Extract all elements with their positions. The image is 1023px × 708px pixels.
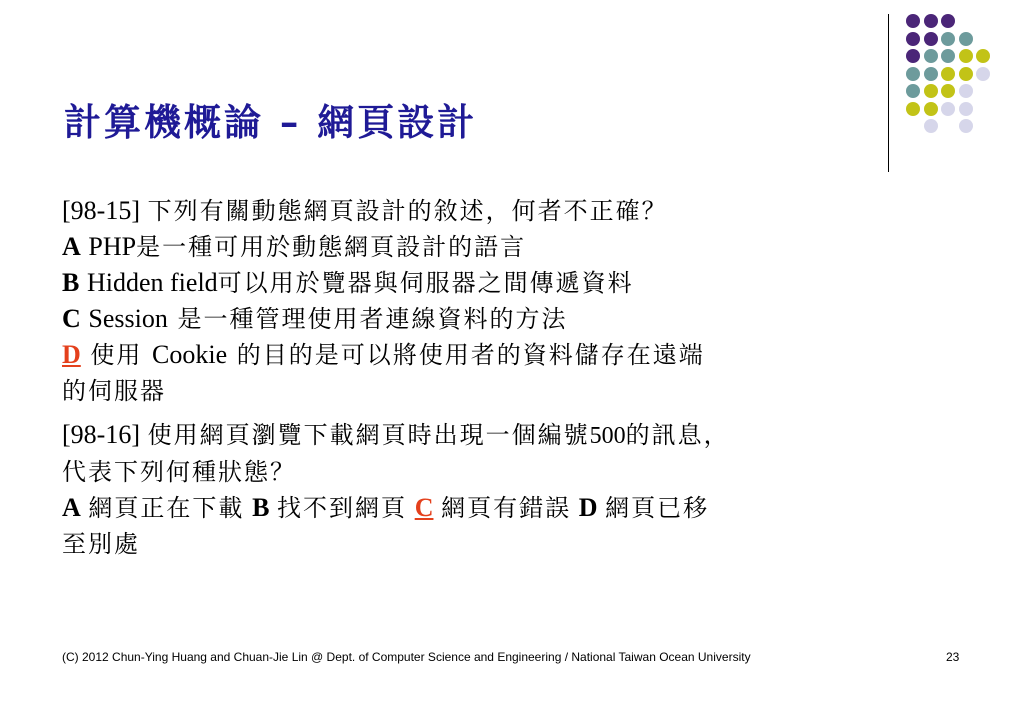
option-d bbox=[62, 337, 952, 373]
title-divider-line bbox=[888, 14, 889, 172]
option-text: 可以用於覽器與伺服器之間傳遞資料 bbox=[217, 269, 634, 297]
option-latin-text: PHP bbox=[88, 232, 137, 261]
question-98-15 bbox=[62, 193, 952, 409]
slide-title: 計算機概論 – 網頁設計 bbox=[64, 100, 478, 144]
option-text: 使用 bbox=[80, 341, 153, 369]
decorative-dot bbox=[959, 49, 973, 63]
option-letter: A bbox=[62, 493, 81, 522]
option-letter: A bbox=[62, 232, 81, 261]
decorative-dot bbox=[976, 49, 990, 63]
option-text: 的伺服器 bbox=[62, 377, 166, 405]
question-stem bbox=[62, 417, 952, 454]
answer-option-letter: C bbox=[414, 493, 434, 522]
question-stem-text: 下列有關動態網頁設計的敘述，何者不正確？ bbox=[147, 197, 668, 225]
slide-footer: (C) 2012 Chun-Ying Huang and Chuan-Jie Lin @ Dept. of Computer Science and Engineering / National Taiwan Ocean University bbox=[62, 650, 751, 664]
option-latin-text: Hidden field bbox=[86, 268, 218, 297]
decorative-dot bbox=[976, 67, 990, 81]
option-a bbox=[62, 229, 952, 265]
option-letter: B bbox=[252, 493, 270, 522]
option-letter: D bbox=[578, 493, 598, 522]
page-number: 23 bbox=[946, 650, 960, 664]
option-text: 網頁已移 bbox=[605, 494, 710, 522]
decorative-dot bbox=[924, 67, 938, 81]
option-letter: C bbox=[62, 304, 81, 333]
option-b bbox=[62, 265, 952, 301]
decorative-dot bbox=[906, 102, 920, 116]
decorative-dot bbox=[906, 32, 920, 46]
decorative-dot bbox=[959, 67, 973, 81]
decorative-dot bbox=[941, 49, 955, 63]
decorative-dot bbox=[941, 102, 955, 116]
decorative-dot bbox=[924, 49, 938, 63]
question-stem-text: 使用網頁瀏覽下載網頁時出現一個編號 bbox=[147, 421, 590, 449]
status-code: 500 bbox=[589, 423, 626, 449]
option-latin-text: Session bbox=[88, 304, 168, 333]
decorative-dot bbox=[906, 67, 920, 81]
slide-body bbox=[62, 193, 952, 570]
decorative-dot bbox=[941, 84, 955, 98]
question-stem-continuation bbox=[62, 454, 952, 490]
question-stem-text: 代表下列何種狀態？ bbox=[62, 458, 296, 486]
decorative-dot bbox=[959, 102, 973, 116]
decorative-dot bbox=[941, 32, 955, 46]
decorative-dot bbox=[924, 119, 938, 133]
options-line-continuation bbox=[62, 526, 952, 562]
question-stem bbox=[62, 193, 952, 229]
question-number: [98-15] bbox=[62, 196, 140, 225]
option-text: 是一種可用於動態網頁設計的語言 bbox=[136, 233, 527, 261]
option-text: 的目的是可以將使用者的資料儲存在遠端 bbox=[227, 341, 705, 369]
decorative-dot bbox=[906, 84, 920, 98]
decorative-dot bbox=[959, 84, 973, 98]
option-latin-text: Cookie bbox=[152, 340, 228, 369]
answer-option-letter: D bbox=[62, 340, 81, 369]
option-d-continuation bbox=[62, 373, 952, 409]
question-stem-text: 的訊息， bbox=[625, 421, 730, 449]
decorative-dot bbox=[924, 84, 938, 98]
decorative-dot bbox=[924, 32, 938, 46]
option-text: 至別處 bbox=[62, 530, 140, 558]
options-line bbox=[62, 490, 952, 526]
decorative-dot bbox=[924, 14, 938, 28]
option-text: 是一種管理使用者連線資料的方法 bbox=[167, 305, 568, 333]
decorative-dot bbox=[959, 119, 973, 133]
decorative-dot bbox=[959, 32, 973, 46]
decorative-dot bbox=[941, 67, 955, 81]
option-text: 網頁有錯誤 bbox=[441, 494, 572, 522]
question-number: [98-16] bbox=[62, 420, 140, 449]
decorative-dot bbox=[941, 14, 955, 28]
option-letter: B bbox=[62, 268, 80, 297]
decorative-dot bbox=[906, 14, 920, 28]
option-c bbox=[62, 301, 952, 337]
decorative-dot bbox=[924, 102, 938, 116]
decorative-dot bbox=[906, 49, 920, 63]
option-text: 網頁正在下載 bbox=[88, 494, 245, 522]
option-text: 找不到網頁 bbox=[277, 494, 408, 522]
question-98-16 bbox=[62, 417, 952, 562]
